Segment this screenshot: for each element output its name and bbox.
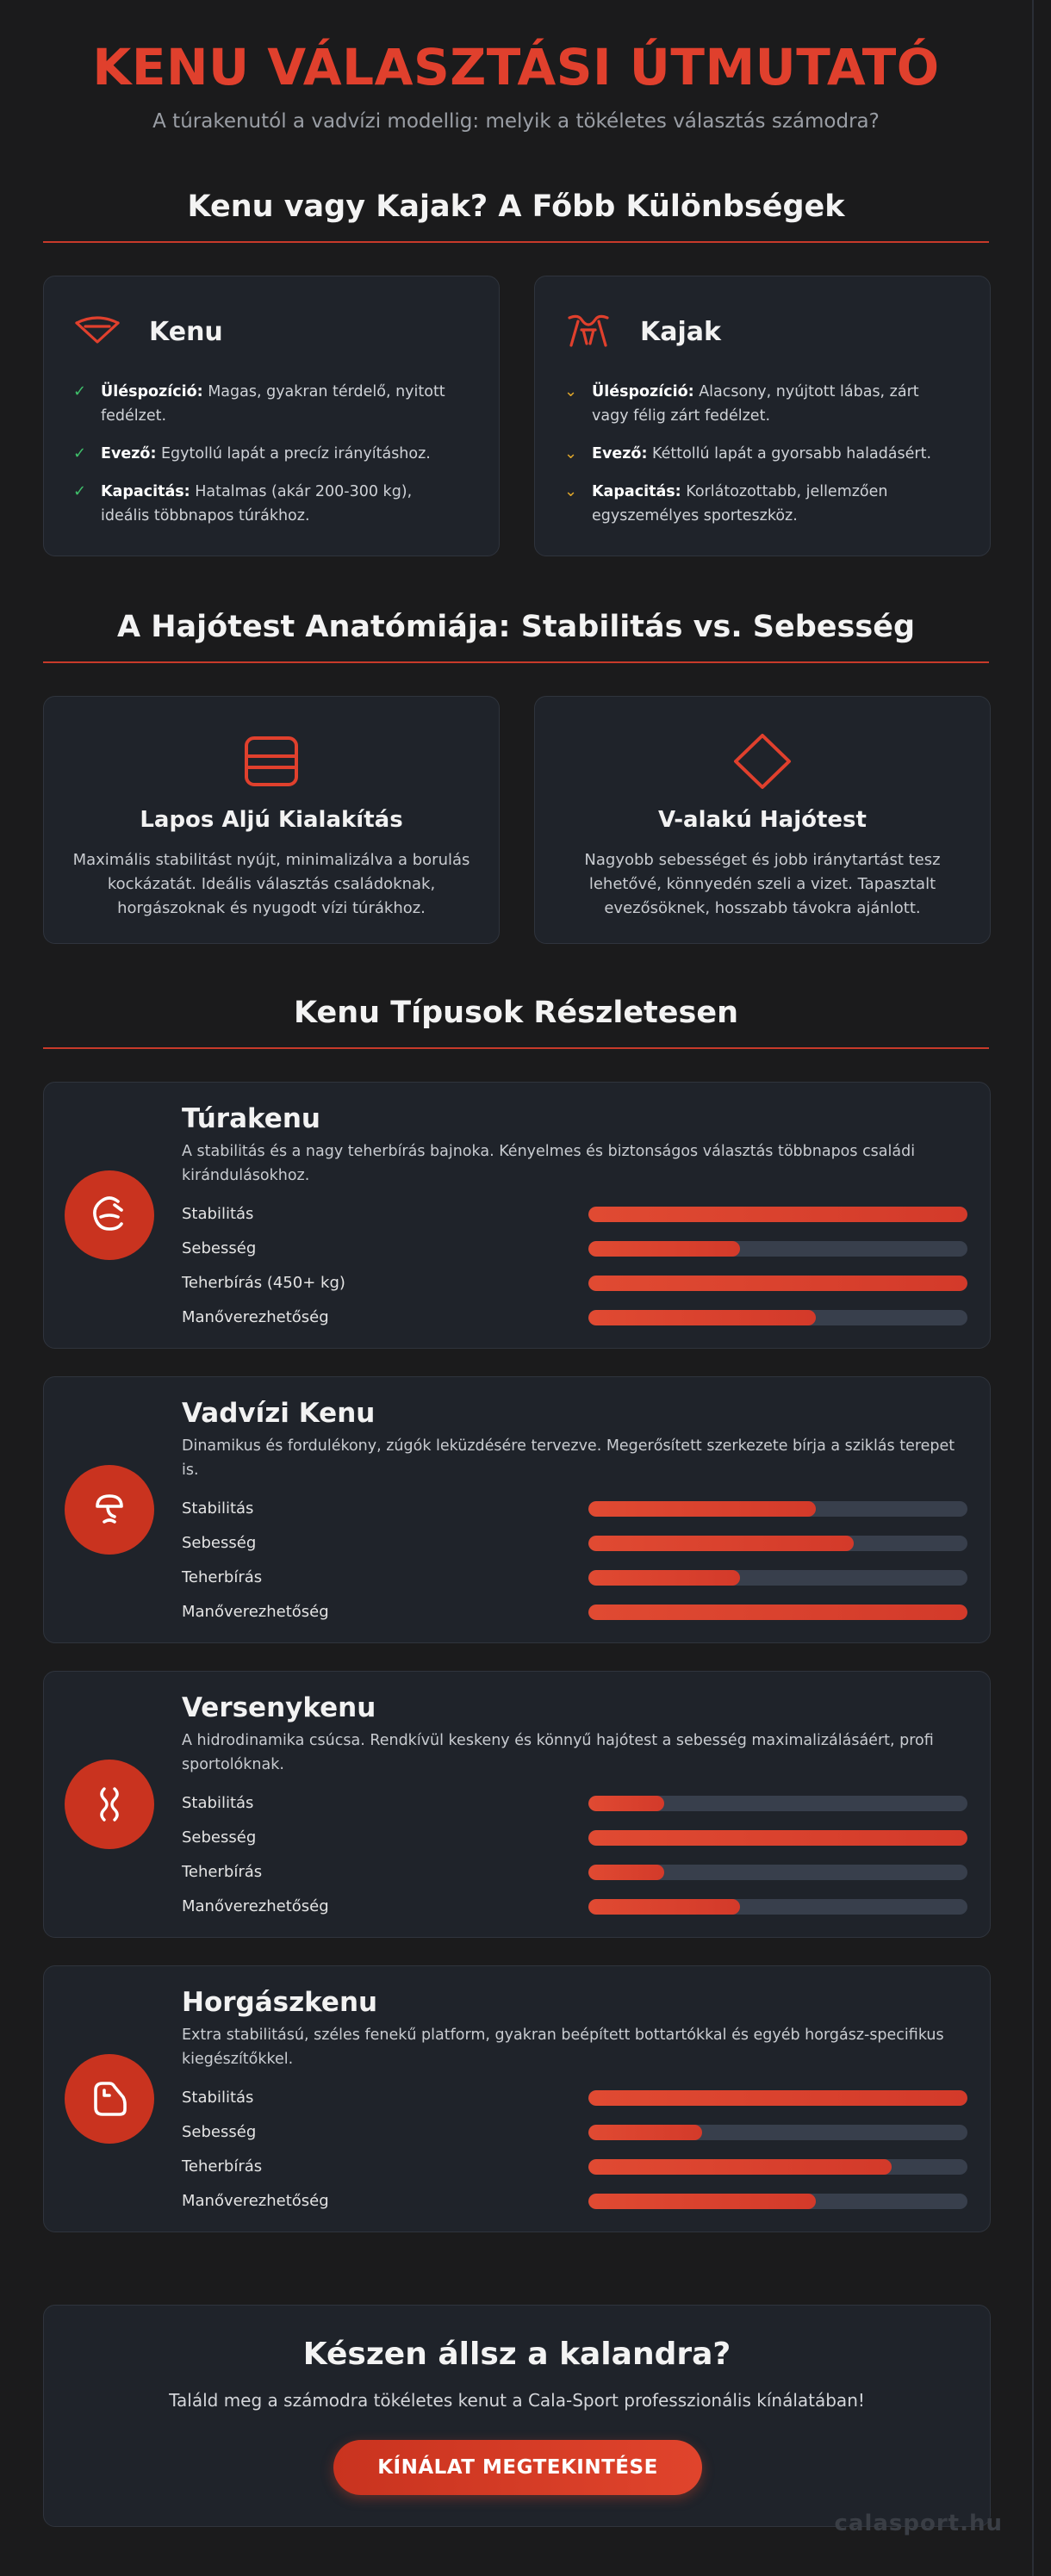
check-icon: ✓ — [73, 444, 87, 462]
stat-label: Teherbírás — [182, 1568, 263, 1586]
compare-list — [564, 380, 955, 542]
stat-fill — [588, 1536, 854, 1551]
stat-bar — [588, 1536, 967, 1551]
page-title: KENU VÁLASZTÁSI ÚTMUTATÓ — [92, 38, 940, 96]
check-icon: ✓ — [73, 482, 87, 500]
stat-bar — [588, 1830, 967, 1846]
stat-fill — [588, 1899, 740, 1915]
canoe-icon — [73, 311, 121, 352]
stat-row — [182, 1198, 966, 1232]
stat-row — [182, 2151, 966, 2185]
type-description: A stabilitás és a nagy teherbírás bajnoka. Kényelmes és biztonságos választás többnapos családi kirándulásokhoz. — [182, 1143, 916, 1184]
stat-row — [182, 1232, 966, 1267]
type-name: Versenykenu — [182, 1692, 376, 1723]
stat-list — [182, 1198, 966, 1336]
stat-label: Manőverezhetőség — [182, 2192, 329, 2210]
fishing-icon — [65, 2054, 154, 2144]
type-description: A hidrodinamika csúcsa. Rendkívül keskeny és könnyű hajótest a sebesség maximalizálásáért, profi sportolóknak. — [182, 1732, 934, 1773]
v-hull-icon — [732, 731, 793, 791]
stat-label: Stabilitás — [182, 1205, 254, 1223]
stat-label: Stabilitás — [182, 1794, 254, 1812]
whitewater-icon — [65, 1465, 154, 1555]
stat-bar — [588, 1501, 967, 1517]
chevron-down-icon: ⌄ — [564, 382, 578, 400]
type-card-whitewater — [43, 1376, 991, 1643]
stat-bar — [588, 1276, 967, 1291]
view-offer-button[interactable]: KÍNÁLAT MEGTEKINTÉSE — [333, 2440, 702, 2495]
compare-section-header — [0, 188, 1032, 243]
stat-fill — [588, 1241, 740, 1257]
stat-fill — [588, 1605, 967, 1620]
stat-label: Teherbírás (450+ kg) — [182, 1274, 345, 1292]
compare-card-kenu — [43, 276, 500, 556]
compare-item: ⌄ Üléspozíció: Alacsony, nyújtott lábas, zárt vagy félig zárt fedélzet. — [564, 380, 955, 428]
compare-item: ✓ Üléspozíció: Magas, gyakran térdelő, nyitott fedélzet. — [73, 380, 464, 428]
stat-label: Sebesség — [182, 1239, 257, 1257]
stat-row — [182, 1787, 966, 1822]
watermark: calasport.hu — [834, 2511, 1003, 2536]
stat-list — [182, 1787, 966, 1925]
stat-label: Manőverezhetőség — [182, 1897, 329, 1915]
stat-fill — [588, 1501, 816, 1517]
cta-title: Készen állsz a kalandra? — [302, 2337, 731, 2372]
stat-label: Manőverezhetőség — [182, 1603, 329, 1621]
stat-row — [182, 1493, 966, 1527]
compare-item: ✓ Evező: Egytollú lapát a precíz irányításhoz. — [73, 442, 464, 466]
hull-card-v — [534, 696, 991, 944]
section-divider — [43, 661, 989, 663]
stat-label: Stabilitás — [182, 2089, 254, 2107]
stat-fill — [588, 1276, 967, 1291]
stat-fill — [588, 2125, 702, 2140]
compare-name: Kajak — [640, 316, 721, 347]
compare-item: ⌄ Evező: Kéttollú lapát a gyorsabb haladásért. — [564, 442, 955, 466]
stat-row — [182, 1596, 966, 1630]
stat-label: Manőverezhetőség — [182, 1308, 329, 1326]
hull-section-header — [0, 608, 1032, 663]
type-card-fishing — [43, 1965, 991, 2232]
stat-bar — [588, 1899, 967, 1915]
compare-item: ✓ Kapacitás: Hatalmas (akár 200-300 kg), ideális többnapos túrákhoz. — [73, 480, 464, 528]
stat-fill — [588, 1310, 816, 1325]
stat-bar — [588, 1570, 967, 1586]
stat-label: Teherbírás — [182, 2157, 263, 2176]
stat-fill — [588, 1570, 740, 1586]
type-card-racing — [43, 1671, 991, 1938]
stat-row — [182, 1301, 966, 1336]
stat-bar — [588, 1207, 967, 1222]
stat-bar — [588, 2159, 967, 2175]
hull-description: Maximális stabilitást nyújt, minimalizálva a borulás kockázatát. Ideális választás családoknak, horgászoknak és nyugodt vízi túrákhoz. — [72, 851, 470, 917]
stat-fill — [588, 1796, 664, 1811]
hull-title: V-alakú Hajótest — [658, 807, 867, 833]
stat-row — [182, 2082, 966, 2116]
stat-row — [182, 1822, 966, 1856]
chevron-down-icon: ⌄ — [564, 444, 578, 462]
type-card-touring — [43, 1082, 991, 1349]
stat-fill — [588, 1207, 967, 1222]
cta-card — [43, 2305, 991, 2527]
stat-bar — [588, 1796, 967, 1811]
flat-hull-icon — [241, 731, 302, 791]
stat-label: Sebesség — [182, 2123, 257, 2141]
stat-row — [182, 2116, 966, 2151]
stat-bar — [588, 1241, 967, 1257]
type-description: Dinamikus és fordulékony, zúgók leküzdésére tervezve. Megerősített szerkezete bírja a sziklás terepet is. — [182, 1437, 955, 1479]
stat-fill — [588, 2194, 816, 2209]
stat-bar — [588, 1605, 967, 1620]
stat-label: Teherbírás — [182, 1863, 263, 1881]
stat-list — [182, 2082, 966, 2219]
compare-card-kajak — [534, 276, 991, 556]
type-name: Horgászkenu — [182, 1987, 378, 2018]
touring-icon — [65, 1170, 154, 1260]
compare-name: Kenu — [149, 316, 223, 347]
stat-label: Stabilitás — [182, 1499, 254, 1518]
stat-bar — [588, 1865, 967, 1880]
section-title-types: Kenu Típusok Részletesen — [293, 996, 739, 1030]
stat-row — [182, 1527, 966, 1561]
type-name: Vadvízi Kenu — [182, 1398, 376, 1429]
stat-fill — [588, 2090, 967, 2106]
stat-list — [182, 1493, 966, 1630]
stat-row — [182, 1890, 966, 1925]
cta-text: Találd meg a számodra tökéletes kenut a Cala-Sport professzionális kínálatában! — [169, 2390, 865, 2411]
stat-fill — [588, 1865, 664, 1880]
header — [0, 0, 1032, 133]
stat-row — [182, 2185, 966, 2219]
compare-list — [73, 380, 464, 542]
stat-bar — [588, 1310, 967, 1325]
stat-fill — [588, 2159, 892, 2175]
hull-title: Lapos Aljú Kialakítás — [140, 807, 403, 833]
type-description: Extra stabilitású, széles fenekű platform, gyakran beépített bottartókkal és egyéb horgász-specifikus kiegészítőkkel. — [182, 2027, 944, 2068]
hull-description: Nagyobb sebességet és jobb iránytartást tesz lehetővé, könnyedén szeli a vizet. Tapasztalt evezősöknek, hosszabb távokra ajánlott. — [584, 851, 941, 917]
stat-bar — [588, 2090, 967, 2106]
hull-card-flat — [43, 696, 500, 944]
stat-label: Sebesség — [182, 1828, 257, 1847]
racing-icon — [65, 1760, 154, 1849]
compare-item: ⌄ Kapacitás: Korlátozottabb, jellemzően egyszemélyes sporteszköz. — [564, 480, 955, 528]
stat-bar — [588, 2125, 967, 2140]
chevron-down-icon: ⌄ — [564, 482, 578, 500]
section-divider — [43, 241, 989, 243]
check-icon: ✓ — [73, 382, 87, 400]
stat-row — [182, 1856, 966, 1890]
stat-row — [182, 1561, 966, 1596]
stat-bar — [588, 2194, 967, 2209]
page-subtitle: A túrakenutól a vadvízi modellig: melyik a tökéletes választás számodra? — [152, 110, 880, 133]
type-name: Túrakenu — [182, 1103, 320, 1134]
stat-label: Sebesség — [182, 1534, 257, 1552]
stat-row — [182, 1267, 966, 1301]
stat-fill — [588, 1830, 967, 1846]
kayak-icon — [564, 311, 613, 352]
section-title-compare: Kenu vagy Kajak? A Főbb Különbségek — [187, 189, 845, 224]
section-title-hull: A Hajótest Anatómiája: Stabilitás vs. Sebesség — [116, 610, 915, 644]
types-section-header — [0, 994, 1032, 1049]
section-divider — [43, 1047, 989, 1049]
